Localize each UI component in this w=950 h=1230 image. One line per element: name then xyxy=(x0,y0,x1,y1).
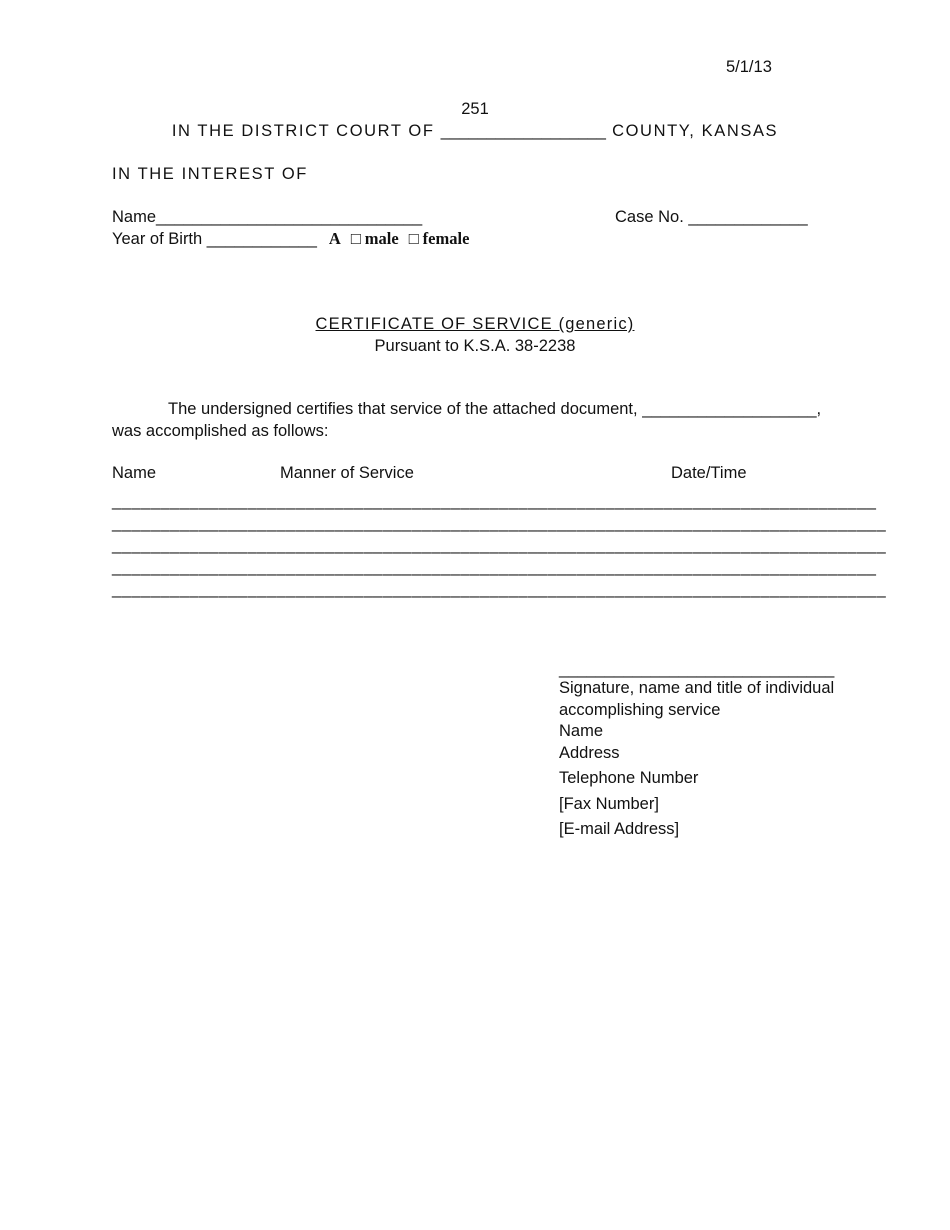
form-date: 5/1/13 xyxy=(726,58,772,76)
court-heading xyxy=(0,121,950,141)
certificate-title-wrap xyxy=(0,314,950,334)
case-number-field[interactable]: _____________ xyxy=(688,208,808,226)
certificate-title: CERTIFICATE OF SERVICE (generic) xyxy=(315,315,635,333)
certificate-subtitle: Pursuant to K.S.A. 38-2238 xyxy=(374,337,576,355)
certification-line-2: was accomplished as follows: xyxy=(112,422,329,440)
signature-caption-1: Signature, name and title of individual xyxy=(559,679,835,697)
service-row-1[interactable]: _______________________________________________________________________________ xyxy=(112,492,877,510)
county-field[interactable]: __________________ xyxy=(440,122,606,140)
child-name-row xyxy=(112,207,422,227)
certification-line-1: The undersigned certifies that service of the attached document, ___________________, xyxy=(168,400,822,418)
column-header-manner: Manner of Service xyxy=(280,464,414,482)
female-label: female xyxy=(422,229,470,248)
child-name-label: Name xyxy=(112,208,157,226)
service-row-3[interactable]: ________________________________________________________________________________ xyxy=(112,536,887,554)
signer-name: Name xyxy=(559,722,604,740)
female-checkbox[interactable]: □ xyxy=(408,229,419,248)
court-prefix: IN THE DISTRICT COURT OF xyxy=(171,122,441,140)
signer-email: [E-mail Address] xyxy=(559,820,680,838)
case-number-row xyxy=(615,207,808,227)
year-of-birth-label: Year of Birth xyxy=(112,230,207,248)
signature-line[interactable]: ______________________________ xyxy=(559,660,835,678)
year-of-birth-field[interactable]: ____________ xyxy=(206,230,317,248)
service-row-4[interactable]: _______________________________________________________________________________ xyxy=(112,558,877,576)
male-label: male xyxy=(364,229,399,248)
column-header-name: Name xyxy=(112,464,157,482)
signer-telephone: Telephone Number xyxy=(559,769,699,787)
signer-address: Address xyxy=(559,744,620,762)
signature-caption-2: accomplishing service xyxy=(559,701,721,719)
male-checkbox[interactable]: □ xyxy=(350,229,361,248)
court-suffix: COUNTY, KANSAS xyxy=(605,122,779,140)
service-row-2[interactable]: ________________________________________________________________________________ xyxy=(112,514,887,532)
form-number: 251 xyxy=(461,100,489,118)
signer-fax: [Fax Number] xyxy=(559,795,659,813)
year-of-birth-row xyxy=(112,229,469,249)
child-name-field[interactable]: _____________________________ xyxy=(156,208,423,226)
service-row-5[interactable]: ________________________________________________________________________________ xyxy=(112,580,887,598)
sex-prefix: A xyxy=(328,229,341,248)
interest-label: IN THE INTEREST OF xyxy=(112,165,308,183)
column-header-date: Date/Time xyxy=(671,464,747,482)
case-number-label: Case No. xyxy=(615,208,689,226)
